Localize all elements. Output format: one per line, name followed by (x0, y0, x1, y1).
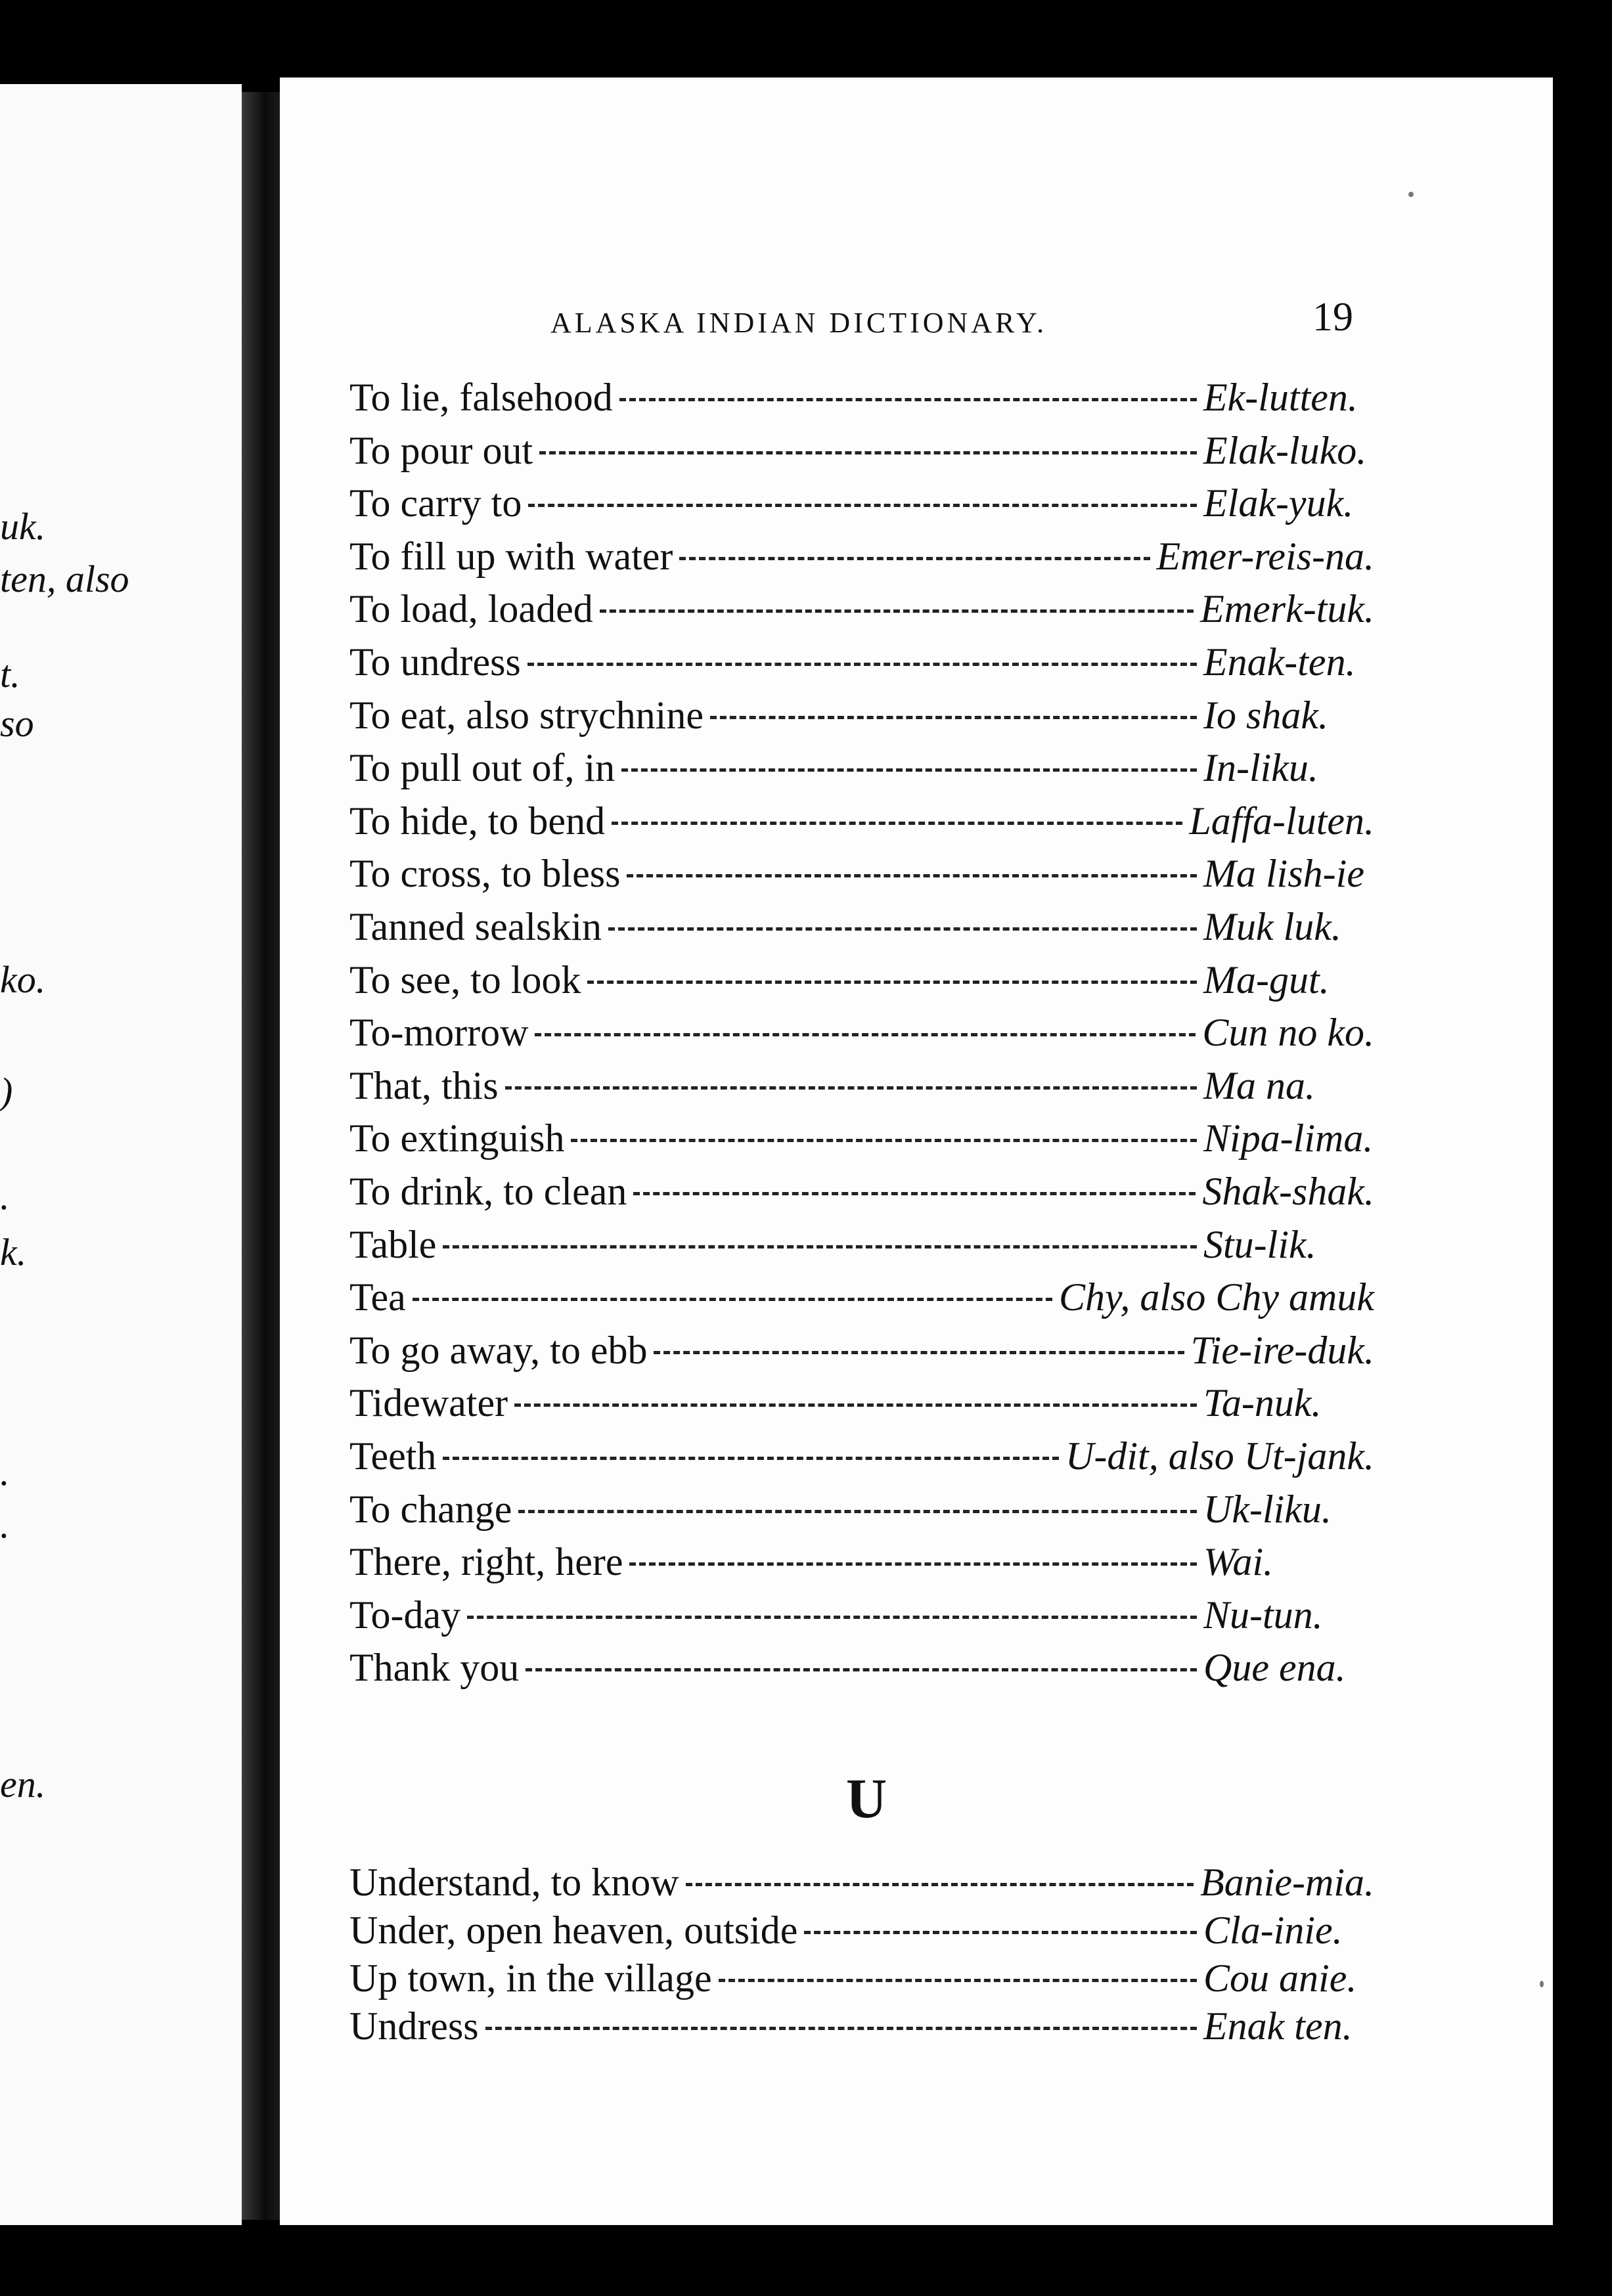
paper-speck (1540, 1981, 1544, 1987)
entry-translation: Cun no ko. (1202, 1011, 1374, 1054)
running-title: ALASKA INDIAN DICTIONARY. (550, 307, 1048, 339)
entry-translation: Que ena. (1203, 1646, 1346, 1689)
entry-term: To carry to (349, 481, 522, 525)
dictionary-entry (349, 586, 1374, 632)
dictionary-page (280, 77, 1553, 2225)
entry-translation: Wai. (1203, 1540, 1274, 1583)
dot-leader (608, 927, 1197, 931)
dot-leader (600, 609, 1194, 613)
entry-term: To-morrow (349, 1011, 529, 1054)
entry-term: Table (349, 1223, 437, 1266)
dot-leader (505, 1086, 1197, 1090)
entry-term: Tanned sealskin (349, 905, 602, 948)
dictionary-entry (349, 1380, 1374, 1426)
left-facing-page (0, 84, 242, 2225)
dictionary-entry (349, 1009, 1374, 1055)
entry-translation: Muk luk. (1203, 905, 1341, 948)
dictionary-entry (349, 1859, 1374, 1905)
dot-leader (719, 1979, 1197, 1982)
dictionary-entry (349, 1168, 1374, 1214)
dictionary-entry (349, 1433, 1374, 1479)
entry-translation: Laffa-luten. (1189, 799, 1374, 843)
entry-term: Tea (349, 1275, 406, 1319)
dictionary-entry (349, 480, 1374, 526)
dot-leader (535, 1033, 1196, 1036)
entry-term: Teeth (349, 1434, 437, 1478)
dictionary-entry (349, 798, 1374, 844)
entry-translation: Ek-lutten. (1203, 376, 1358, 419)
dictionary-entry (349, 1645, 1374, 1690)
left-page-fragment: ko. (0, 958, 46, 1001)
dictionary-entry (349, 1115, 1374, 1161)
page-number: 19 (1312, 295, 1353, 340)
entry-term: To eat, also strychnine (349, 694, 704, 737)
dot-leader (710, 716, 1197, 719)
entry-translation: Ma na. (1203, 1064, 1315, 1107)
entry-translation: Stu-lik. (1203, 1223, 1316, 1266)
left-page-fragment: ten, also (0, 558, 129, 600)
entry-list (280, 77, 1553, 2225)
dot-leader (443, 1245, 1197, 1248)
entry-translation: Nipa-lima. (1203, 1116, 1374, 1160)
entry-translation: Enak-ten. (1203, 640, 1356, 684)
entry-translation: U-dit, also Ut-jank. (1065, 1434, 1374, 1478)
dot-leader (619, 398, 1197, 401)
dot-leader (514, 1403, 1197, 1407)
entry-translation: Nu-tun. (1203, 1593, 1323, 1637)
entry-translation: Cou anie. (1203, 1956, 1357, 2000)
entry-translation: Tie-ire-duk. (1190, 1329, 1374, 1372)
dictionary-entry (349, 1063, 1374, 1109)
entry-term: Thank you (349, 1646, 520, 1689)
dictionary-entry (349, 1955, 1374, 2001)
dictionary-entry (349, 1327, 1374, 1373)
entry-term: To pull out of, in (349, 746, 616, 789)
dot-leader (526, 1668, 1197, 1671)
left-page-fragment: k. (0, 1231, 27, 1273)
left-page-fragment: . (0, 1175, 10, 1218)
entry-translation: Uk-liku. (1203, 1488, 1332, 1531)
entry-term: To extinguish (349, 1116, 565, 1160)
dot-leader (485, 2027, 1197, 2030)
section-letter: U (846, 1767, 887, 1830)
entry-term: That, this (349, 1064, 499, 1107)
entry-term: To fill up with water (349, 535, 673, 578)
entry-term: To-day (349, 1593, 461, 1637)
dictionary-entry (349, 1539, 1374, 1585)
dictionary-entry (349, 374, 1374, 420)
entry-translation: Emerk-tuk. (1200, 587, 1374, 630)
dot-leader (527, 663, 1197, 666)
dot-leader (413, 1298, 1052, 1301)
dot-leader (467, 1616, 1197, 1619)
dictionary-entry (349, 639, 1374, 685)
entry-term: To pour out (349, 429, 533, 472)
entry-term: To hide, to bend (349, 799, 606, 843)
dot-leader (612, 822, 1182, 825)
left-page-fragment: uk. (0, 505, 46, 548)
dictionary-entry (349, 2003, 1374, 2049)
entry-term: To drink, to clean (349, 1170, 627, 1213)
entry-term: Undress (349, 2004, 479, 2048)
dot-leader (621, 768, 1197, 772)
dot-leader (633, 1192, 1196, 1195)
entry-term: To see, to look (349, 958, 581, 1002)
dot-leader (686, 1883, 1194, 1886)
dictionary-entry (349, 533, 1374, 579)
dot-leader (679, 557, 1150, 560)
dictionary-entry (349, 904, 1374, 950)
dot-leader (654, 1351, 1184, 1354)
dictionary-entry (349, 1274, 1374, 1320)
left-page-fragment: t. (0, 653, 20, 695)
dot-leader (629, 1562, 1197, 1566)
dot-leader (587, 981, 1197, 984)
entry-translation: Enak ten. (1203, 2004, 1353, 2048)
entry-translation: Shak-shak. (1202, 1170, 1374, 1213)
dictionary-entry (349, 692, 1374, 738)
left-page-fragment: en. (0, 1763, 46, 1805)
entry-translation: Cla-inie. (1203, 1909, 1343, 1952)
entry-term: To go away, to ebb (349, 1329, 648, 1372)
left-page-fragment: ) (0, 1070, 13, 1113)
dot-leader (627, 874, 1197, 877)
dictionary-entry (349, 957, 1374, 1003)
entry-term: To undress (349, 640, 521, 684)
dot-leader (518, 1510, 1197, 1513)
entry-translation: Io shak. (1203, 694, 1328, 737)
dot-leader (443, 1457, 1059, 1460)
dot-leader (539, 451, 1197, 454)
entry-translation: In-liku. (1203, 746, 1318, 789)
dot-leader (804, 1931, 1197, 1934)
dictionary-entry (349, 1486, 1374, 1532)
dictionary-entry (349, 1907, 1374, 1953)
entry-translation: Banie-mia. (1200, 1861, 1374, 1904)
entry-term: To load, loaded (349, 587, 593, 630)
dictionary-entry (349, 1592, 1374, 1638)
entry-term: Tidewater (349, 1381, 508, 1424)
left-page-fragment: . (0, 1451, 10, 1493)
entry-translation: Ma lish-ie (1203, 852, 1364, 895)
dictionary-entry (349, 428, 1374, 474)
entry-translation: Chy, also Chy amuk (1059, 1275, 1374, 1319)
dictionary-entry (349, 1222, 1374, 1268)
entry-term: To change (349, 1488, 512, 1531)
dot-leader (528, 504, 1197, 507)
book-gutter (242, 92, 280, 2220)
entry-term: To lie, falsehood (349, 376, 613, 419)
left-page-fragment: so (0, 702, 34, 745)
left-page-fragment: . (0, 1503, 10, 1546)
dictionary-entry (349, 850, 1374, 896)
entry-term: To cross, to bless (349, 852, 621, 895)
dictionary-entry (349, 745, 1374, 791)
dot-leader (571, 1139, 1197, 1142)
entry-term: There, right, here (349, 1540, 623, 1583)
entry-translation: Emer-reis-na. (1156, 535, 1374, 578)
entry-term: Up town, in the village (349, 1956, 712, 2000)
entry-translation: Ta-nuk. (1203, 1381, 1322, 1424)
entry-translation: Ma-gut. (1203, 958, 1330, 1002)
entry-term: Under, open heaven, outside (349, 1909, 798, 1952)
entry-translation: Elak-luko. (1203, 429, 1367, 472)
paper-speck (1408, 192, 1414, 197)
entry-translation: Elak-yuk. (1203, 481, 1354, 525)
entry-term: Understand, to know (349, 1861, 679, 1904)
